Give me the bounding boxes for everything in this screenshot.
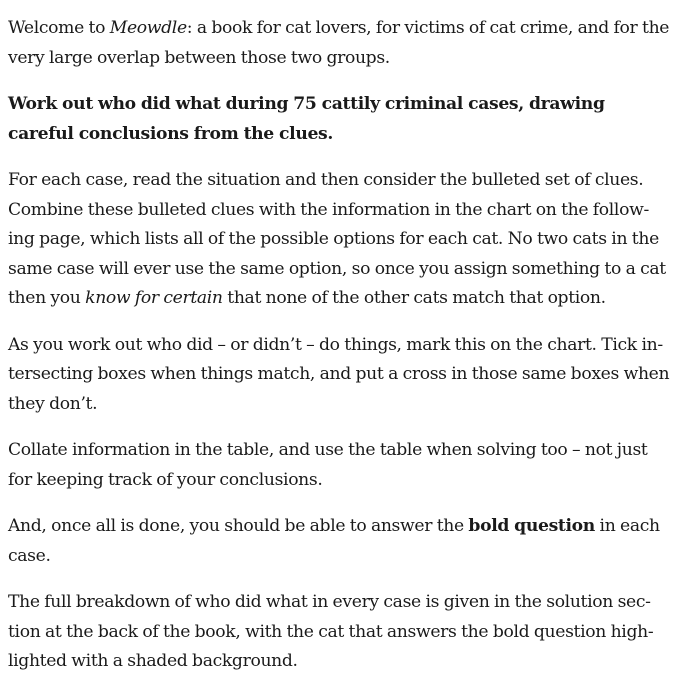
- instructions-paragraph: [8, 166, 670, 314]
- instructions-emphasis: know for certain: [85, 288, 223, 308]
- intro-suffix: : a book for cat lovers, for victims of cat crime, and for the very large overlap between those two groups.: [8, 18, 670, 68]
- solutions-paragraph: The full breakdown of who did what in every case is given in the solution sec-tion at the back of the book, with the cat that answers the bold question high-lighted with a shaded background.: [8, 592, 654, 671]
- intro-prefix: Welcome to: [8, 18, 110, 38]
- answer-paragraph: [8, 512, 670, 571]
- intro-paragraph: [8, 14, 670, 73]
- answer-suffix: in each case.: [8, 516, 660, 566]
- collate-paragraph: Collate information in the table, and use the table when solving too – not just for keeping track of your conclusions.: [8, 440, 648, 490]
- bold-question-term: bold question: [468, 516, 595, 536]
- book-title: Meowdle: [109, 18, 187, 38]
- instructions-part1: For each case, read the situation and then consider the bulleted set of clues. Combine these bulleted clues with the information in the chart on the follow-ing page, which lists all of the possible options for each cat. No two cats in the same case will ever use the same option, so once you assign something to a cat then you: [8, 170, 666, 308]
- marking-paragraph: As you work out who did – or didn’t – do things, mark this on the chart. Tick in-tersecting boxes when things match, and put a cross in those same boxes when they don’t.: [8, 334, 670, 414]
- document-page: [8, 14, 670, 694]
- answer-prefix: And, once all is done, you should be able to answer the: [8, 516, 469, 536]
- instructions-part2: that none of the other cats match that option.: [222, 288, 606, 308]
- headline-paragraph: Work out who did what during 75 cattily criminal cases, drawing careful conclusions from the clues.: [8, 94, 605, 144]
